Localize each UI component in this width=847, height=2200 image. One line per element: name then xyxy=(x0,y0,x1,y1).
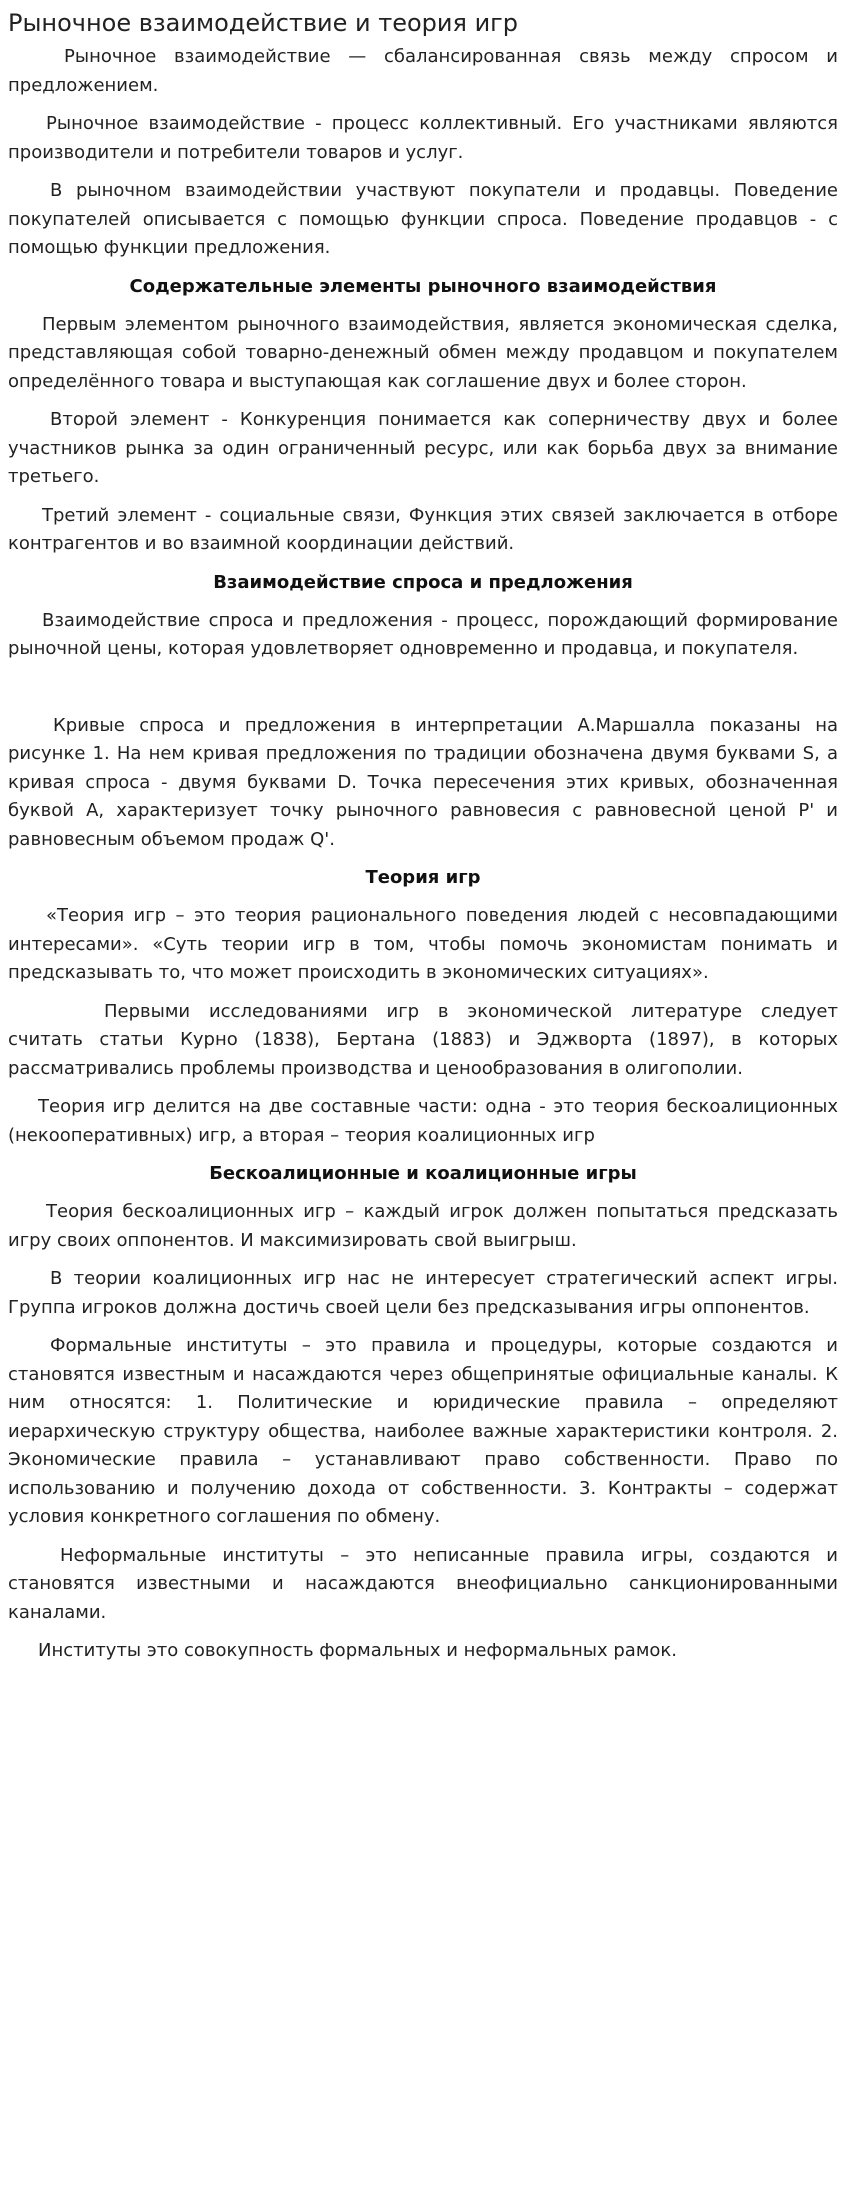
paragraph: Кривые спроса и предложения в интерпретации А.Маршалла показаны на рисунке 1. На нем кривая предложения по традиции обозначена двумя буквами S, а кривая спроса - двумя буквами D. Точка пересечения этих кривых, обозначенная буквой А, характеризует точку рыночного равновесия с равновесной ценой P' и равновесным объемом продаж Q'. xyxy=(8,714,838,850)
paragraph: Рыночное взаимодействие — сбалансированная связь между спросом и предложением. xyxy=(8,46,838,96)
paragraph: Второй элемент - Конкуренция понимается как соперничеству двух и более участников рынка за один ограниченный ресурс, или как борьба двух за внимание третьего. xyxy=(8,409,838,487)
paragraph: В теории коалиционных игр нас не интересует стратегический аспект игры. Группа игроков должна достичь своей цели без предсказывания игры оппонентов. xyxy=(8,1268,838,1318)
paragraph: Первыми исследованиями игр в экономической литературе следует считать статьи Курно (1838), Бертана (1883) и Эджворта (1897), в которых рассматривались проблемы производства и ценообразования в олигополии. xyxy=(8,1000,838,1079)
document-page xyxy=(8,0,838,1666)
paragraph: Третий элемент - социальные связи, Функция этих связей заключается в отборе контрагентов и во взаимной координации действий. xyxy=(8,504,838,554)
section-heading: Взаимодействие спроса и предложения xyxy=(213,571,633,593)
paragraph: Взаимодействие спроса и предложения - процесс, порождающий формирование рыночной цены, которая удовлетворяет одновременно и продавца, и покупателя. xyxy=(8,609,838,659)
paragraph: Рыночное взаимодействие - процесс коллективный. Его участниками являются производители и потребители товаров и услуг. xyxy=(8,113,838,163)
paragraph: Теория бескоалиционных игр – каждый игрок должен попытаться предсказать игру своих оппонентов. И максимизировать свой выигрыш. xyxy=(8,1201,838,1251)
paragraph: Первым элементом рыночного взаимодействия, является экономическая сделка, представляющая собой товарно-денежный обмен между продавцом и покупателем определённого товара и выступающая как соглашение двух и более сторон. xyxy=(8,313,838,392)
paragraph: Формальные институты – это правила и процедуры, которые создаются и становятся известным и насаждаются через общепринятые официальные каналы. К ним относятся: 1. Политические и юридические правила – определяют иерархическую структуру общества, наиболее важные характеристики контроля. 2. Экономические правила – устанавливают право собственности. Право по использованию и получению дохода от собственности. 3. Контракты – содержат условия конкретного соглашения по обмену. xyxy=(8,1335,838,1527)
paragraph: В рыночном взаимодействии участвуют покупатели и продавцы. Поведение покупателей описывается с помощью функции спроса. Поведение продавцов - с помощью функции предложения. xyxy=(8,180,838,258)
section-heading: Содержательные элементы рыночного взаимодействия xyxy=(129,275,717,297)
section-heading: Бескоалиционные и коалиционные игры xyxy=(209,1163,637,1184)
blank-gap xyxy=(8,664,838,712)
section-heading: Теория игр xyxy=(365,867,481,888)
document-body xyxy=(8,43,838,1666)
paragraph: Неформальные институты – это неписанные правила игры, создаются и становятся известными и насаждаются внеофициально санкционированными каналами. xyxy=(8,1544,838,1623)
paragraph: Институты это совокупность формальных и неформальных рамок. xyxy=(38,1640,677,1661)
page-title: Рыночное взаимодействие и теория игр xyxy=(8,9,519,37)
paragraph: «Теория игр – это теория рационального поведения людей с несовпадающими интересами». «Суть теории игр в том, чтобы помочь экономистам понимать и предсказывать то, что может происходить в экономических ситуациях». xyxy=(8,905,838,983)
paragraph: Теория игр делится на две составные части: одна - это теория бескоалиционных (некооперативных) игр, а вторая – теория коалиционных игр xyxy=(8,1096,838,1146)
